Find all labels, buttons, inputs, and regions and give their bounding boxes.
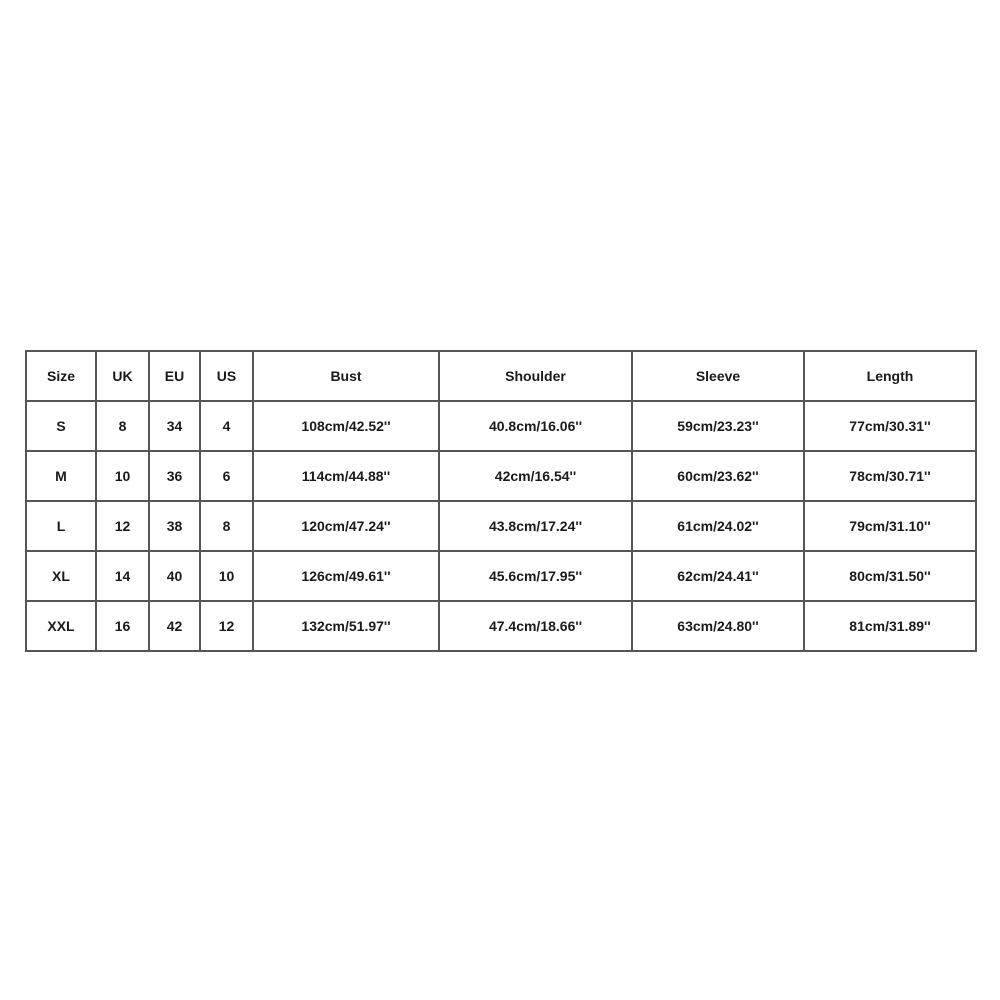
cell-uk: 10 <box>96 451 149 501</box>
cell-eu: 40 <box>149 551 200 601</box>
cell-size: XL <box>26 551 96 601</box>
cell-uk: 8 <box>96 401 149 451</box>
header-sleeve: Sleeve <box>632 351 804 401</box>
cell-sleeve: 61cm/24.02'' <box>632 501 804 551</box>
header-size: Size <box>26 351 96 401</box>
cell-eu: 38 <box>149 501 200 551</box>
cell-size: M <box>26 451 96 501</box>
header-us: US <box>200 351 253 401</box>
cell-sleeve: 59cm/23.23'' <box>632 401 804 451</box>
cell-eu: 34 <box>149 401 200 451</box>
cell-us: 10 <box>200 551 253 601</box>
table-row <box>26 551 976 601</box>
cell-bust: 114cm/44.88'' <box>253 451 439 501</box>
header-eu: EU <box>149 351 200 401</box>
header-uk: UK <box>96 351 149 401</box>
header-length: Length <box>804 351 976 401</box>
cell-sleeve: 60cm/23.62'' <box>632 451 804 501</box>
table-row <box>26 451 976 501</box>
cell-sleeve: 62cm/24.41'' <box>632 551 804 601</box>
cell-us: 4 <box>200 401 253 451</box>
cell-shoulder: 43.8cm/17.24'' <box>439 501 632 551</box>
cell-length: 79cm/31.10'' <box>804 501 976 551</box>
cell-size: XXL <box>26 601 96 651</box>
cell-us: 6 <box>200 451 253 501</box>
table-row <box>26 601 976 651</box>
cell-sleeve: 63cm/24.80'' <box>632 601 804 651</box>
cell-size: L <box>26 501 96 551</box>
cell-us: 8 <box>200 501 253 551</box>
header-bust: Bust <box>253 351 439 401</box>
cell-shoulder: 45.6cm/17.95'' <box>439 551 632 601</box>
cell-bust: 108cm/42.52'' <box>253 401 439 451</box>
cell-shoulder: 40.8cm/16.06'' <box>439 401 632 451</box>
cell-us: 12 <box>200 601 253 651</box>
table-row <box>26 501 976 551</box>
cell-uk: 12 <box>96 501 149 551</box>
header-row <box>26 351 976 401</box>
cell-uk: 16 <box>96 601 149 651</box>
header-shoulder: Shoulder <box>439 351 632 401</box>
cell-uk: 14 <box>96 551 149 601</box>
cell-length: 77cm/30.31'' <box>804 401 976 451</box>
cell-length: 80cm/31.50'' <box>804 551 976 601</box>
cell-bust: 120cm/47.24'' <box>253 501 439 551</box>
cell-bust: 126cm/49.61'' <box>253 551 439 601</box>
cell-eu: 42 <box>149 601 200 651</box>
cell-bust: 132cm/51.97'' <box>253 601 439 651</box>
size-chart-table <box>25 350 977 652</box>
cell-eu: 36 <box>149 451 200 501</box>
cell-length: 81cm/31.89'' <box>804 601 976 651</box>
cell-shoulder: 42cm/16.54'' <box>439 451 632 501</box>
table-row <box>26 401 976 451</box>
cell-length: 78cm/30.71'' <box>804 451 976 501</box>
cell-size: S <box>26 401 96 451</box>
cell-shoulder: 47.4cm/18.66'' <box>439 601 632 651</box>
